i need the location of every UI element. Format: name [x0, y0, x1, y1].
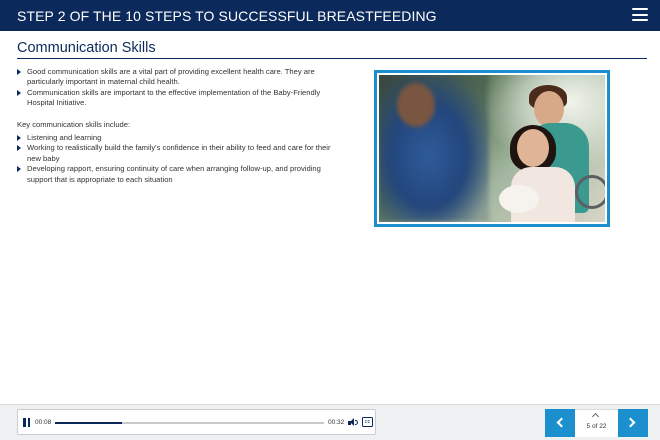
total-time: 00:32 [328, 419, 345, 426]
title-divider [17, 58, 647, 59]
list-item: Good communication skills are a vital part of providing excellent health care. They are particularly important in maternal child health. [17, 67, 337, 88]
pause-icon[interactable] [23, 418, 31, 427]
audio-player [17, 409, 376, 435]
previous-button[interactable] [545, 409, 575, 437]
course-step-title: STEP 2 OF THE 10 STEPS TO SUCCESSFUL BREASTFEEDING [17, 7, 437, 24]
section-title: Communication Skills [17, 40, 156, 56]
list-item: Developing rapport, ensuring continuity of care when arranging follow-up, and providing support that is appropriate to each situation [17, 164, 337, 185]
chevron-left-icon [557, 418, 567, 428]
list-item: Communication skills are important to the effective implementation of the Baby-Friendly Hospital Initiative. [17, 88, 337, 109]
closed-captions-icon[interactable]: cc [362, 417, 373, 427]
current-time: 00:08 [35, 419, 52, 426]
intro-bullet-list [17, 67, 337, 109]
hamburger-menu-icon[interactable] [632, 8, 648, 22]
next-button[interactable] [618, 409, 648, 437]
list-item: Working to realistically build the family's confidence in their ability to feed and care for their new baby [17, 143, 337, 164]
hospital-photo [379, 75, 605, 222]
chevron-right-icon [626, 418, 636, 428]
list-item: Listening and learning [17, 133, 337, 143]
page-indicator [575, 409, 618, 437]
progress-fill [55, 422, 122, 424]
progress-track[interactable] [55, 422, 324, 424]
chevron-up-icon[interactable] [592, 413, 599, 420]
header-bar [0, 0, 660, 31]
key-skills-label: Key communication skills include: [17, 119, 131, 129]
volume-icon[interactable] [348, 418, 358, 427]
content-text [17, 67, 337, 185]
slide-photo [374, 70, 610, 227]
key-skills-bullet-list [17, 133, 337, 185]
page-counter: 5 of 22 [586, 423, 607, 430]
